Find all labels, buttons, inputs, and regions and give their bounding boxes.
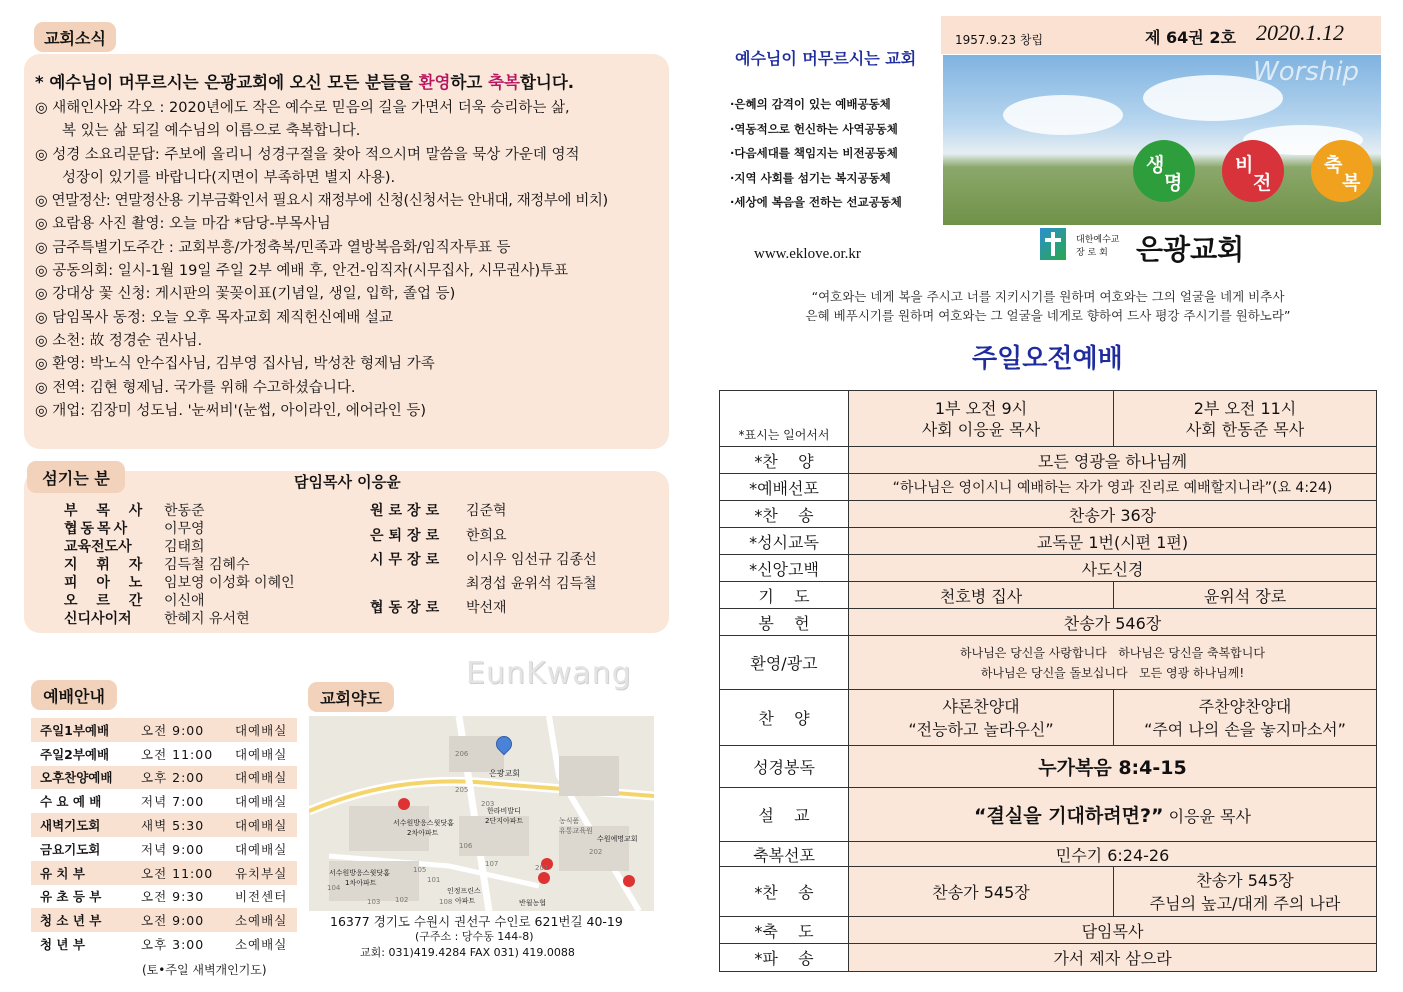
news-item: ◎ 성경 소요리문답: 주보에 올리니 성경구절을 찾아 적으시며 말씀을 묵상 가운데 영적 <box>35 146 580 163</box>
welcome-line <box>35 70 665 96</box>
server-names: 최경섭 윤위석 김득철 <box>466 576 597 592</box>
server-row <box>370 549 597 569</box>
second-service <box>1114 391 1377 447</box>
order-row <box>720 690 1377 746</box>
order-value <box>849 636 1377 690</box>
order-value: 민수기 6:24-26 <box>849 842 1377 867</box>
server-names: 이신애 <box>164 593 205 609</box>
service-time: 오전 9:00 <box>132 718 226 742</box>
service-time: 오후 3:00 <box>141 937 205 953</box>
welcome-message: 하나님은 당신을 사랑합니다 하나님은 당신을 축복합니다 <box>960 645 1265 660</box>
map-label: 한라비발디 <box>487 807 521 815</box>
worship-tab: 예배안내 <box>31 680 117 710</box>
order-label: 성경봉독 <box>720 746 849 788</box>
server-row <box>64 608 250 628</box>
order-row <box>720 582 1377 609</box>
service-time: 저녁 9:00 <box>141 841 205 857</box>
vision-badge: 비 전 <box>1222 140 1284 202</box>
order-value: 찬송가 36장 <box>849 501 1377 528</box>
service-time: 새벽 5:30 <box>132 813 226 837</box>
map-label: 108 <box>439 898 453 906</box>
news-item: ◎ 강대상 꽃 신청: 게시판의 꽃꽂이표(기념일, 생일, 입학, 졸업 등) <box>35 286 456 303</box>
map-label: 101 <box>427 876 441 884</box>
mission-item: ·역동적으로 헌신하는 사역공동체 <box>730 121 898 136</box>
denomination-line2: 장 로 회 <box>1076 248 1108 258</box>
order-of-worship <box>719 390 1377 972</box>
server-row <box>64 572 295 592</box>
map-label: 아파트 <box>455 897 476 905</box>
church-name: 은광교회 <box>1136 233 1245 266</box>
welcome-word: 환영 <box>418 73 451 92</box>
order-label: 봉 헌 <box>720 609 849 636</box>
server-role: 오 르 간 <box>64 593 150 609</box>
order-label: *찬 송 <box>720 867 849 917</box>
service-name: 청 년 부 <box>40 937 85 953</box>
news-item: ◎ 소천: 故 정경순 권사님. <box>35 332 203 349</box>
server-role: 협동목사 <box>64 521 131 537</box>
landscape-image <box>943 55 1381 225</box>
blessing-verse <box>719 287 1377 325</box>
server-role: 시무장로 <box>370 552 445 568</box>
sermon-title: “결실을 기대하려면?” <box>974 805 1164 827</box>
order-label: *성시교독 <box>720 528 849 555</box>
server-role: 지 휘 자 <box>64 557 150 573</box>
order-value: 교독문 1번(시편 1편) <box>849 528 1377 555</box>
schedule-row <box>31 861 297 885</box>
servers-tab: 섬기는 분 <box>27 461 125 493</box>
service-name: 수 요 예 배 <box>40 794 102 810</box>
server-names: 한희요 <box>466 528 507 544</box>
blessing-word: 축복 <box>488 73 520 92</box>
news-item: ◎ 환영: 박노식 안수집사님, 김부영 집사님, 박성찬 형제님 가족 <box>35 356 435 373</box>
service-place: 소예배실 <box>226 908 297 932</box>
hymn-number: 찬송가 545장 <box>1196 870 1294 890</box>
map-label: 104 <box>327 884 341 892</box>
news-item: ◎ 개업: 김장미 성도님. '눈써비'(눈썹, 아이라인, 에어라인 등) <box>35 402 427 419</box>
map-label: 서수원방응스윗닷홈 <box>393 819 454 827</box>
map-label: 인정프린스 <box>447 887 481 895</box>
server-role: 원로장로 <box>370 503 445 519</box>
order-row <box>720 842 1377 867</box>
server-names: 김태희 <box>164 539 205 555</box>
order-value: 담임목사 <box>849 917 1377 944</box>
order-title: 주일오전예배 <box>972 344 1123 374</box>
church-map[interactable] <box>309 716 654 911</box>
service-name: 주일2부예배 <box>40 746 110 762</box>
slogan: 예수님이 머무르시는 교회 <box>735 49 917 68</box>
news-item: ◎ 담임목사 동정: 오늘 오후 목자교회 제직헌신예배 설교 <box>35 309 393 326</box>
map-label: 서수원방응스윗닷홈 <box>329 869 390 877</box>
news-item: ◎ 금주특별기도주간 : 교회부흥/가정축복/민족과 열방복음화/임직자투표 등 <box>35 239 511 256</box>
schedule-row <box>31 885 297 909</box>
church-address: 16377 경기도 수원시 권선구 수인로 621번길 40-19 <box>330 914 623 929</box>
server-names: 이시우 임선규 김종선 <box>466 552 597 568</box>
order-value: 천호병 집사 <box>849 582 1114 609</box>
choir-name: 주찬양찬양대 <box>1198 696 1292 716</box>
choir-name: 샤론찬양대 <box>942 696 1020 716</box>
denomination <box>1076 234 1119 260</box>
service-time: 저녁 7:00 <box>141 794 205 810</box>
service-name: 유 치 부 <box>31 861 132 885</box>
order-label: 설 교 <box>720 788 849 842</box>
order-value: 모든 영광을 하나님께 <box>849 447 1377 474</box>
service-time: 오후 2:00 <box>132 766 226 790</box>
news-item: ◎ 연말정산: 연말정산용 기부금확인서 필요시 재정부에 신청(신청서는 안내대, 재정부에 비치) <box>35 193 608 210</box>
map-label: 107 <box>485 860 499 868</box>
order-row <box>720 501 1377 528</box>
order-label: 환영/광고 <box>720 636 849 690</box>
order-row <box>720 447 1377 474</box>
server-row <box>370 525 507 545</box>
server-role: 협동장로 <box>370 600 445 616</box>
service-place: 대예배실 <box>226 813 297 837</box>
service-place: 소예배실 <box>234 937 288 953</box>
order-row <box>720 609 1377 636</box>
order-label: *찬 송 <box>720 501 849 528</box>
mission-item: ·은혜의 감격이 있는 예배공동체 <box>730 97 891 111</box>
issue-date: 2020.1.12 <box>1256 20 1344 45</box>
server-row <box>64 518 205 538</box>
order-row <box>720 555 1377 582</box>
church-phone: 교회: 031)419.4284 FAX 031) 419.0088 <box>360 946 575 959</box>
service-place: 대예배실 <box>226 766 297 790</box>
server-names: 박선재 <box>466 600 507 616</box>
old-address: (구주소 : 당수동 144-8) <box>415 930 534 943</box>
map-label: 201 <box>535 864 549 872</box>
map-label: 206 <box>455 750 469 758</box>
order-label: *축 도 <box>720 917 849 944</box>
news-tab: 교회소식 <box>34 22 116 52</box>
sermon <box>849 788 1377 842</box>
denomination-line1: 대한예수교 <box>1076 235 1120 245</box>
server-role: 교육전도사 <box>64 539 132 555</box>
news-item: 복 있는 삶 되길 예수님의 이름으로 축복합니다. <box>62 123 361 140</box>
map-label: 2차아파트 <box>407 829 439 837</box>
order-value: 윤위석 장로 <box>1114 582 1377 609</box>
verse-line: “여호와는 네게 복을 주시고 너를 지키시기를 원하며 여호와는 그의 얼굴을 네게 비추사 <box>811 289 1285 304</box>
map-label: 205 <box>455 786 469 794</box>
volume-number: 제 64권 2호 <box>1145 28 1236 47</box>
prayer-note: (토•주일 새벽개인기도) <box>142 963 267 977</box>
website-link[interactable]: www.eklove.or.kr <box>754 246 861 262</box>
mission-item: ·세상에 복음을 전하는 선교공동체 <box>730 195 902 209</box>
service-place: 비전센터 <box>234 889 288 905</box>
life-badge: 생 명 <box>1133 140 1195 202</box>
map-label: 1차아파트 <box>345 879 377 887</box>
server-names: 이무영 <box>164 521 205 537</box>
anthem-title: “전능하고 놀라우신” <box>908 719 1054 739</box>
hymn-title: 주님의 높고/대게 주의 나라 <box>1149 893 1341 913</box>
worship-schedule <box>31 718 297 956</box>
service-time: 오전 9:30 <box>141 889 205 905</box>
news-item: 성장이 있기를 바랍니다(지면이 부족하면 별지 사용). <box>62 169 396 186</box>
server-role: 피 아 노 <box>64 575 150 591</box>
first-service <box>849 391 1114 447</box>
first-service-leader: 사회 이응윤 목사 <box>921 419 1041 439</box>
service-name: 유 초 등 부 <box>40 889 102 905</box>
welcome-message: 하나님은 당신을 돌보십니다 모든 영광 하나님께! <box>980 665 1245 680</box>
service-name: 금요기도회 <box>40 841 101 857</box>
service-name: 오후찬양예배 <box>31 766 132 790</box>
order-value: 사도신경 <box>849 555 1377 582</box>
map-label: 105 <box>413 866 427 874</box>
first-service-time: 1부 오전 9시 <box>934 398 1028 418</box>
order-label: *예배선포 <box>720 474 849 501</box>
order-row <box>720 528 1377 555</box>
server-row <box>370 500 507 520</box>
map-label: 2단지아파트 <box>485 817 524 825</box>
standing-note: *표시는 일어서서 <box>720 391 849 447</box>
welcome-pre: * 예수님이 머무르시는 은광교회에 오신 모든 분들을 <box>35 73 419 92</box>
schedule-row <box>31 718 297 742</box>
eunkwang-watermark: EunKwang <box>466 656 632 691</box>
order-value <box>849 690 1114 746</box>
map-label: 203 <box>481 800 495 808</box>
service-time: 오전 11:00 <box>132 861 226 885</box>
map-label: 102 <box>395 896 409 904</box>
welcome-post: 합니다. <box>519 73 575 92</box>
schedule-row <box>31 813 297 837</box>
server-role: 은퇴장로 <box>370 528 445 544</box>
mission-item: ·다음세대를 책임지는 비전공동체 <box>730 146 898 160</box>
server-row <box>370 573 597 593</box>
schedule-row <box>31 742 297 766</box>
service-name: 주일1부예배 <box>31 718 132 742</box>
order-label: 축복선포 <box>720 842 849 867</box>
server-row <box>64 536 205 556</box>
order-row <box>720 867 1377 917</box>
map-label: 106 <box>459 842 473 850</box>
map-label: 반월농협 <box>519 899 547 907</box>
order-label: 기 도 <box>720 582 849 609</box>
order-value: 누가복음 8:4-15 <box>849 746 1377 788</box>
server-names: 임보영 이성화 이혜인 <box>164 575 295 591</box>
server-names: 김득철 김혜수 <box>164 557 250 573</box>
mission-item: ·지역 사회를 섬기는 복지공동체 <box>730 170 891 185</box>
schedule-row <box>31 932 297 956</box>
order-label: *신앙고백 <box>720 555 849 582</box>
welcome-mid: 하고 <box>450 73 489 92</box>
map-label: 유통교육원 <box>559 827 593 835</box>
news-item: ◎ 공동의회: 일시-1월 19일 주일 2부 예배 후, 안건-임직자(시무집사, 시무권사)투표 <box>35 263 569 280</box>
order-row <box>720 917 1377 944</box>
church-logo-icon <box>1040 228 1066 260</box>
second-service-leader: 사회 한동준 목사 <box>1185 419 1305 439</box>
service-name: 새벽기도회 <box>31 813 132 837</box>
server-names: 김준혁 <box>466 503 507 519</box>
schedule-row <box>31 766 297 790</box>
order-row <box>720 944 1377 972</box>
service-place: 대예배실 <box>226 718 297 742</box>
blessing-badge: 축 복 <box>1311 140 1373 202</box>
order-row <box>720 788 1377 842</box>
map-label: 수원예명교회 <box>597 835 638 843</box>
service-place: 대예배실 <box>234 794 288 810</box>
schedule-row <box>31 789 297 813</box>
server-role: 부 목 사 <box>64 503 150 519</box>
news-item: ◎ 전역: 김현 형제님. 국가를 위해 수고하셨습니다. <box>35 379 356 396</box>
server-names: 한혜지 유서현 <box>164 611 250 627</box>
order-label: *파 송 <box>720 944 849 972</box>
verse-line: 은혜 베푸시기를 원하며 여호와는 그 얼굴을 네게로 향하여 드사 평강 주시기를 원하노라” <box>805 308 1291 323</box>
order-value <box>1114 867 1377 917</box>
service-place: 대예배실 <box>234 746 288 762</box>
service-place: 대예배실 <box>234 841 288 857</box>
worship-watermark: Worship <box>1253 57 1360 87</box>
map-label: 103 <box>367 898 381 906</box>
order-value: 찬송가 546장 <box>849 609 1377 636</box>
schedule-row <box>31 908 297 932</box>
order-row <box>720 636 1377 690</box>
second-service-time: 2부 오전 11시 <box>1193 398 1297 418</box>
service-time: 오전 11:00 <box>141 746 214 762</box>
news-item: ◎ 요람용 사진 촬영: 오늘 마감 *담당-부목사님 <box>35 216 331 233</box>
server-row <box>64 590 205 610</box>
service-time: 오전 9:00 <box>132 908 226 932</box>
news-item: ◎ 새해인사와 각오 : 2020년에도 작은 예수로 믿음의 길을 가면서 더욱 승리하는 삶, <box>35 100 570 116</box>
server-row <box>370 597 507 617</box>
map-tab: 교회약도 <box>308 682 394 712</box>
order-header-row <box>720 391 1377 447</box>
news-body <box>35 70 665 423</box>
map-label: 은광교회 <box>489 769 520 778</box>
map-label: 202 <box>589 848 603 856</box>
server-role: 신디사이저 <box>64 611 132 627</box>
order-value: 찬송가 545장 <box>849 867 1114 917</box>
service-name: 청 소 년 부 <box>31 908 132 932</box>
service-place: 유치부실 <box>226 861 297 885</box>
senior-pastor: 담임목사 이응윤 <box>294 473 401 491</box>
order-value: 가서 제자 삼으라 <box>849 944 1377 972</box>
order-value <box>1114 690 1377 746</box>
order-value: “하나님은 영이시니 예배하는 자가 영과 진리로 예배할지니라”(요 4:24) <box>849 474 1377 501</box>
map-label: 농식품 <box>559 817 580 825</box>
server-names: 한동준 <box>164 503 205 519</box>
order-row <box>720 746 1377 788</box>
order-row <box>720 474 1377 501</box>
server-row <box>64 500 205 520</box>
founded-date: 1957.9.23 창립 <box>955 33 1044 47</box>
order-label: 찬 양 <box>720 690 849 746</box>
server-row <box>64 554 250 574</box>
anthem-title: “주여 나의 손을 놓지마소서” <box>1144 719 1346 739</box>
mission-list <box>730 92 902 215</box>
order-label: *찬 양 <box>720 447 849 474</box>
schedule-row <box>31 837 297 861</box>
preacher: 이응윤 목사 <box>1168 807 1251 826</box>
